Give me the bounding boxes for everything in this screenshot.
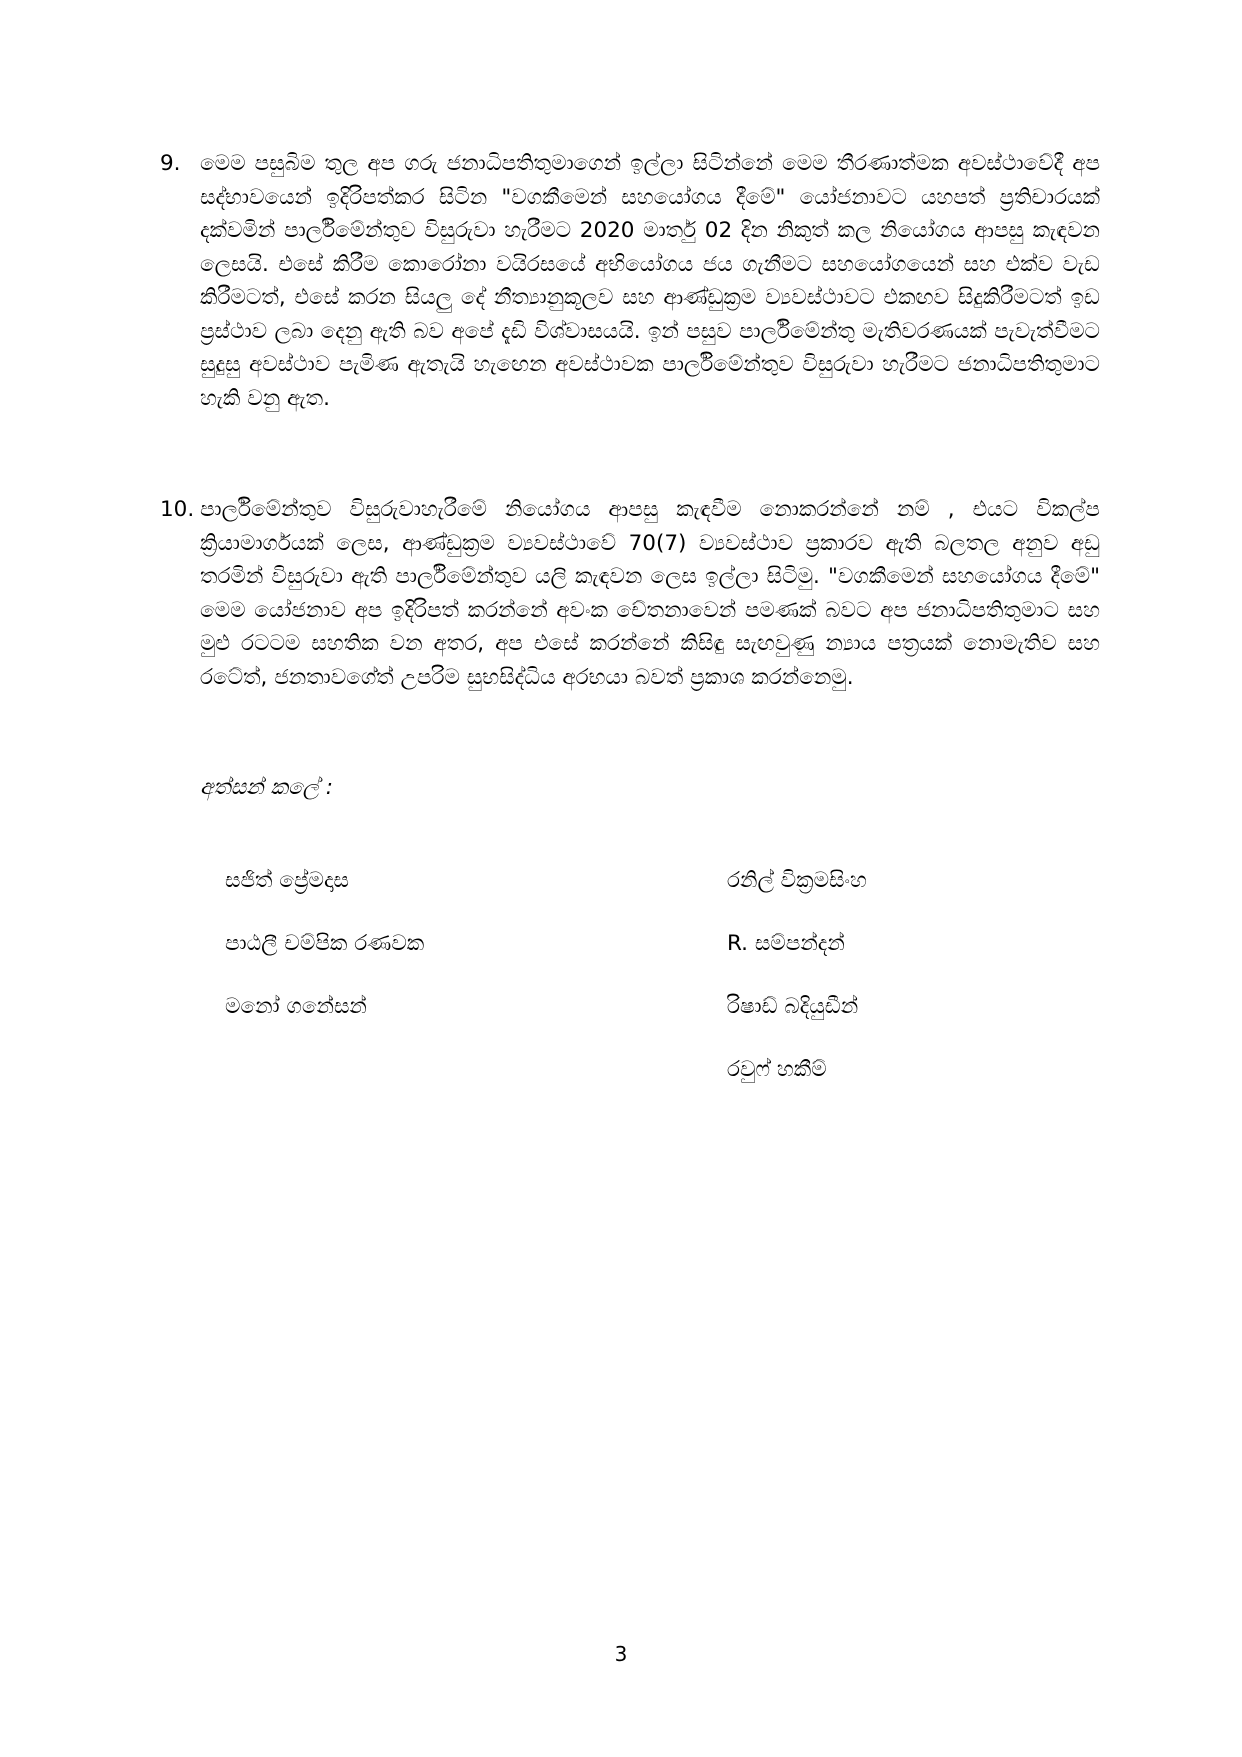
paragraph-text: මෙම පසුබිම තුල අප ගරු ජනාධිපතිතුමාගෙන් ඉල්ලා සිටින්නේ මෙම තීරණාත්මක අවස්ථාවේදී අප සද්භාවයෙන් ඉදිරිපත්කර සිටින "වගකීමෙන් සහයෝගය දීමේ" යෝජනාවට යහපත් ප්‍රතිචාරයක් දක්වමින් පාර්ලිමේන්තුව විසුරුවා හැරීමට 2020 මාර්තු 02 දින නිකුත් කල නියෝගය ආපසු කැඳවන ලෙසයි. එසේ කිරීම කොරෝනා වයිරසයේ අභියෝගය ජය ගැනීමට සහයෝගයෙන් සහ එක්ව වැඩ කිරීමටත්, එසේ කරන සියලු දේ නීත්‍යානුකූලව සහ ආණ්ඩුක්‍රම ව්‍යවස්ථාවට එකඟව සිදුකිරීමටත් ඉඩ ප්‍රස්ථාව ලබා දෙනු ඇති බව අපේ දැඩි විශ්වාසයයි. ඉන් පසුව පාර්ලිමේන්තු මැතිවරණයක් පැවැත්වීමට සුදුසු අවස්ථාව පැමිණ ඇතැයි හැඟෙන අවස්ථාවක පාර්ලිමේන්තුව විසුරුවා හැරීමට ජනාධිපතිතුමාට හැකි වනු ඇත. <box>200 151 1100 411</box>
paragraph-9 <box>160 147 1100 415</box>
signatory-name: සජිත් ප්‍රේමදාස <box>225 868 349 893</box>
paragraph-text: පාර්ලිමේන්තුව විසුරුවාහැරීමේ නියෝගය ආපසු කැඳවීම නොකරන්නේ නම් , එයට විකල්ප ක්‍රියාමාර්ගයක් ලෙස, ආණ්ඩුක්‍රම ව්‍යවස්ථාවේ 70(7) ව්‍යවස්ථාව ප්‍රකාරව ඇති බලතල අනුව අඩු තරමින් විසුරුවා ඇති පාර්ලිමේන්තුව යලි කැඳවන ලෙස ඉල්ලා සිටිමු. "වගකීමෙන් සහයෝගය දීමේ" මෙම යෝජනාව අප ඉදිරිපත් කරන්නේ අවංක චේතනාවෙන් පමණක් බවට අප ජනාධිපතිතුමාට සහ මුළු රටටම සහතික වන අතර, අප එසේ කරන්නේ කිසිඳු සැඟවුණු න්‍යාය පත්‍රයක් නොමැතිව සහ රටේත්, ජනතාවගේත් උපරිම සුභසිද්ධිය අරභයා බවත් ප්‍රකාශ කරන්නෙමු. <box>200 497 1100 690</box>
signatory-name: R. සම්පන්දන් <box>727 931 845 956</box>
signatories-left <box>225 866 424 1055</box>
signatories-right <box>727 866 867 1118</box>
signatory-name: රිෂාඩ් බදියුඩීන් <box>727 994 859 1019</box>
signatory-name: රනිල් වික්‍රමසිංහ <box>727 868 867 893</box>
signatory-name: මනෝ ගනේසන් <box>225 994 367 1019</box>
submitted-by-label: අත්සන් කලේ : <box>200 775 334 800</box>
paragraph-number: 9. <box>160 151 181 176</box>
paragraph-number: 10. <box>160 497 195 522</box>
page-number: 3 <box>614 1642 628 1666</box>
signatory-name: රවුෆ් හකීම් <box>727 1057 827 1082</box>
signatory-name: පාඨලී චම්පික රණවක <box>225 931 425 956</box>
paragraph-10 <box>160 493 1100 694</box>
